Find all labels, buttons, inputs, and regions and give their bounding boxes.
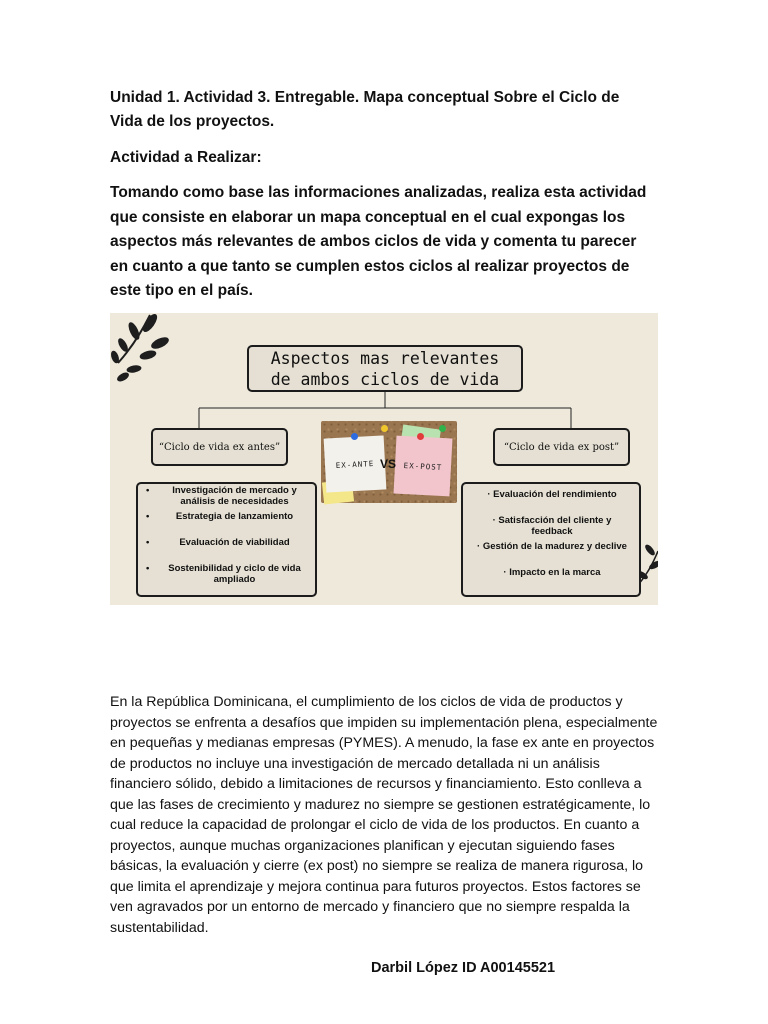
commentary-paragraph: En la República Dominicana, el cumplimiento de los ciclos de vida de productos y proyectos se enfrenta a desafíos que impiden su implementación plena, especialmente en pequeñas y medianas empresas (PYMES). A menudo, la fase ex ante en proyectos de productos no incluye una investigación de mercado detallada ni un análisis financiero sólido, debido a limitaciones de recursos y financiamiento. Esto conlleva a que las fases de crecimiento y madurez no siempre se gestionen estratégicamente, lo cual reduce la capacidad de prolongar el ciclo de vida de los productos. En cuanto a proyectos, aunque muchas organizaciones planifican y ejecutan siguiendo fases básicas, la evaluación y cierre (ex post) no siempre se realiza de manera rigurosa, lo que limita el aprendizaje y mejora continua para futuros proyectos. Estos factores se ven agravados por un entorno de mercado y financiero que no siempre respalda la sustentabilidad. (110, 694, 658, 936)
bullet-icon: • (146, 563, 150, 574)
bullet-icon: • (146, 511, 150, 522)
cork-board-image (321, 421, 457, 503)
list-item: · Evaluación del rendimiento (487, 489, 617, 500)
push-pin-icon (417, 433, 424, 440)
ex-ante-sticky-note (324, 435, 387, 492)
leaf-branch-icon (110, 313, 170, 383)
ex-post-sticky-note (394, 436, 453, 497)
list-item: · Satisfacción del cliente y feedback (492, 515, 612, 537)
ex-ante-aspects-list (136, 482, 317, 597)
author-signature: Darbil López ID A00145521 (371, 960, 556, 976)
ex-post-note-label: EX-POST (403, 460, 443, 472)
list-item: · Gestión de la madurez y declive (477, 541, 627, 552)
list-item: • Evaluación de viabilidad (146, 537, 290, 548)
activity-heading: Actividad a Realizar: (110, 149, 262, 166)
push-pin-icon (381, 425, 388, 432)
concept-map-image (110, 313, 658, 605)
ex-post-category-label: “Ciclo de vida ex post” (503, 441, 620, 453)
main-node-line-2: de ambos ciclos de vida (270, 370, 500, 389)
push-pin-icon (439, 425, 446, 432)
ex-ante-category-node (151, 428, 288, 466)
ex-post-category-node (493, 428, 630, 466)
push-pin-icon (351, 433, 358, 440)
list-item: • Sostenibilidad y ciclo de vida ampliado (146, 563, 301, 585)
concept-map-main-node (247, 345, 523, 392)
activity-instructions: Tomando como base las informaciones analizadas, realiza esta actividad que consiste en elaborar un mapa conceptual en el cual expongas los aspectos más relevantes de ambos ciclos de vida y comenta tu parecer en cuanto a que tanto se cumplen estos ciclos al realizar proyectos de este tipo en el país. (110, 184, 647, 299)
list-item: • Estrategia de lanzamiento (146, 511, 294, 522)
versus-label: VS (380, 457, 397, 471)
main-node-line-1: Aspectos mas relevantes (270, 349, 500, 368)
ex-ante-note-label: EX-ANTE (335, 458, 375, 470)
document-title: Unidad 1. Actividad 3. Entregable. Mapa conceptual Sobre el Ciclo de Vida de los proyectos. (110, 89, 620, 130)
list-item: • Investigación de mercado y análisis de necesidades (146, 485, 297, 507)
list-item: · Impacto en la marca (503, 567, 601, 578)
bullet-icon: • (146, 485, 150, 496)
ex-ante-category-label: “Ciclo de vida ex antes” (158, 441, 281, 453)
ex-post-aspects-list (461, 482, 641, 597)
bullet-icon: • (146, 537, 150, 548)
